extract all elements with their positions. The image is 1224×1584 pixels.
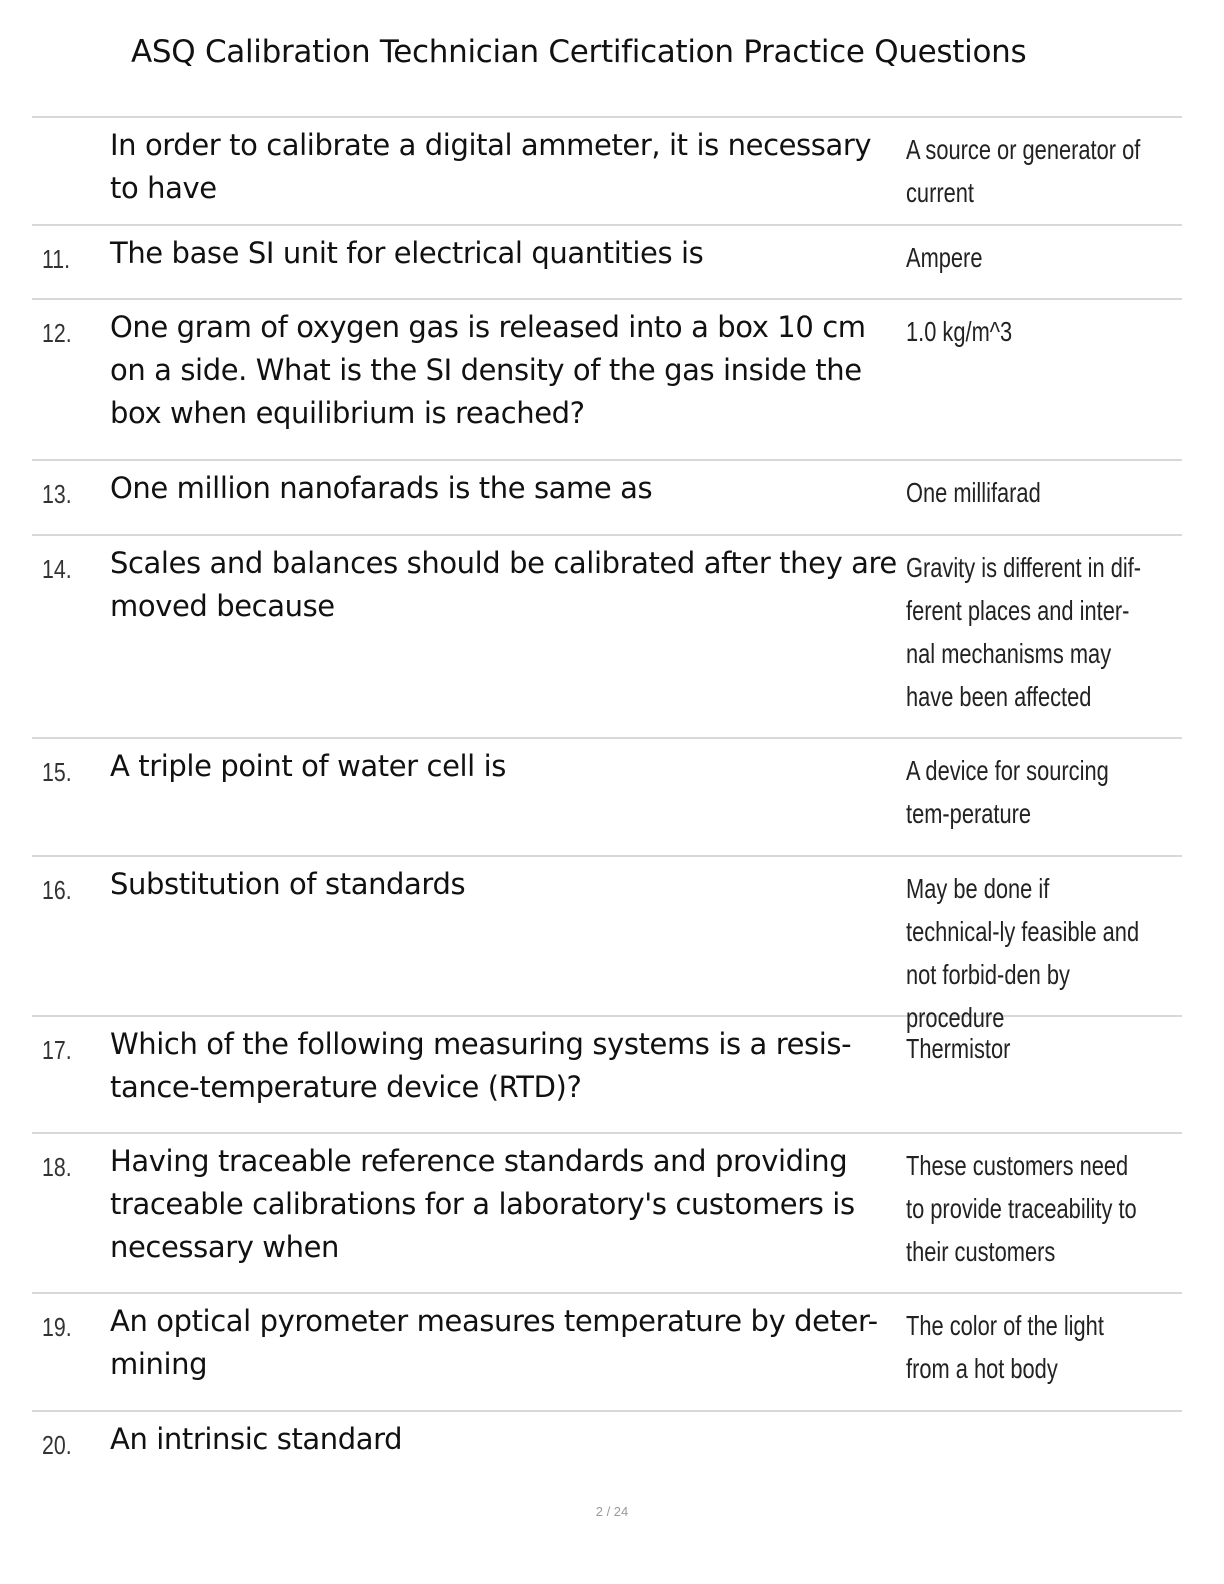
question-text: The base SI unit for electrical quantities is <box>110 236 704 270</box>
question-row <box>32 1294 1182 1412</box>
question-text: Scales and balances should be calibrated after they are moved because <box>110 546 897 623</box>
question-number: 19. <box>42 1312 72 1342</box>
question-text: An intrinsic standard <box>110 1422 403 1456</box>
question-table <box>32 116 1182 1482</box>
question-row <box>32 118 1182 226</box>
question-text: Which of the following measuring systems is a resis-tance-temperature device (RTD)? <box>110 1027 852 1104</box>
question-number: 12. <box>42 318 72 348</box>
question-row <box>32 1017 1182 1134</box>
answer-text: Ampere <box>906 242 983 273</box>
question-row <box>32 536 1182 739</box>
answer-text: 1.0 kg/m^3 <box>906 316 1013 347</box>
question-number: 17. <box>42 1035 72 1065</box>
question-row <box>32 857 1182 1033</box>
question-text: Having traceable reference standards and providing traceable calibrations for a laboratory's customers is necessary when <box>110 1144 855 1264</box>
question-text: Substitution of standards <box>110 867 466 901</box>
question-text: One million nanofarads is the same as <box>110 471 653 505</box>
answer-text: One millifarad <box>906 477 1041 508</box>
question-row <box>32 739 1182 857</box>
question-row <box>32 1134 1182 1294</box>
question-row <box>32 1412 1182 1482</box>
question-number: 16. <box>42 875 72 905</box>
page-number: 2 / 24 <box>595 1504 629 1519</box>
question-row <box>32 461 1182 536</box>
answer-text: Gravity is different in dif-ferent places and inter-nal mechanisms may have been affected <box>906 552 1142 712</box>
question-row <box>32 226 1182 300</box>
question-number: 20. <box>42 1430 72 1460</box>
answer-text: The color of the light from a hot body <box>906 1310 1104 1384</box>
question-number: 13. <box>42 479 72 509</box>
question-number: 14. <box>42 554 72 584</box>
question-number: 18. <box>42 1152 72 1182</box>
question-text: One gram of oxygen gas is released into a box 10 cm on a side. What is the SI density of the gas inside the box when equilibrium is reached? <box>110 310 866 430</box>
question-number: 11. <box>42 244 71 274</box>
answer-text: These customers need to provide traceability to their customers <box>906 1150 1137 1267</box>
answer-text: May be done if technical-ly feasible and not forbid-den by procedure <box>906 873 1140 1033</box>
answer-text: A source or generator of current <box>906 134 1141 208</box>
question-text: A triple point of water cell is <box>110 749 507 783</box>
question-text: An optical pyrometer measures temperature by deter-mining <box>110 1304 878 1381</box>
question-number: 15. <box>42 757 72 787</box>
page-title: ASQ Calibration Technician Certification Practice Questions <box>131 34 1027 70</box>
answer-text: A device for sourcing tem-perature <box>906 755 1109 829</box>
question-text: In order to calibrate a digital ammeter, it is necessary to have <box>110 128 872 205</box>
question-row <box>32 300 1182 461</box>
answer-text: Thermistor <box>906 1033 1011 1064</box>
